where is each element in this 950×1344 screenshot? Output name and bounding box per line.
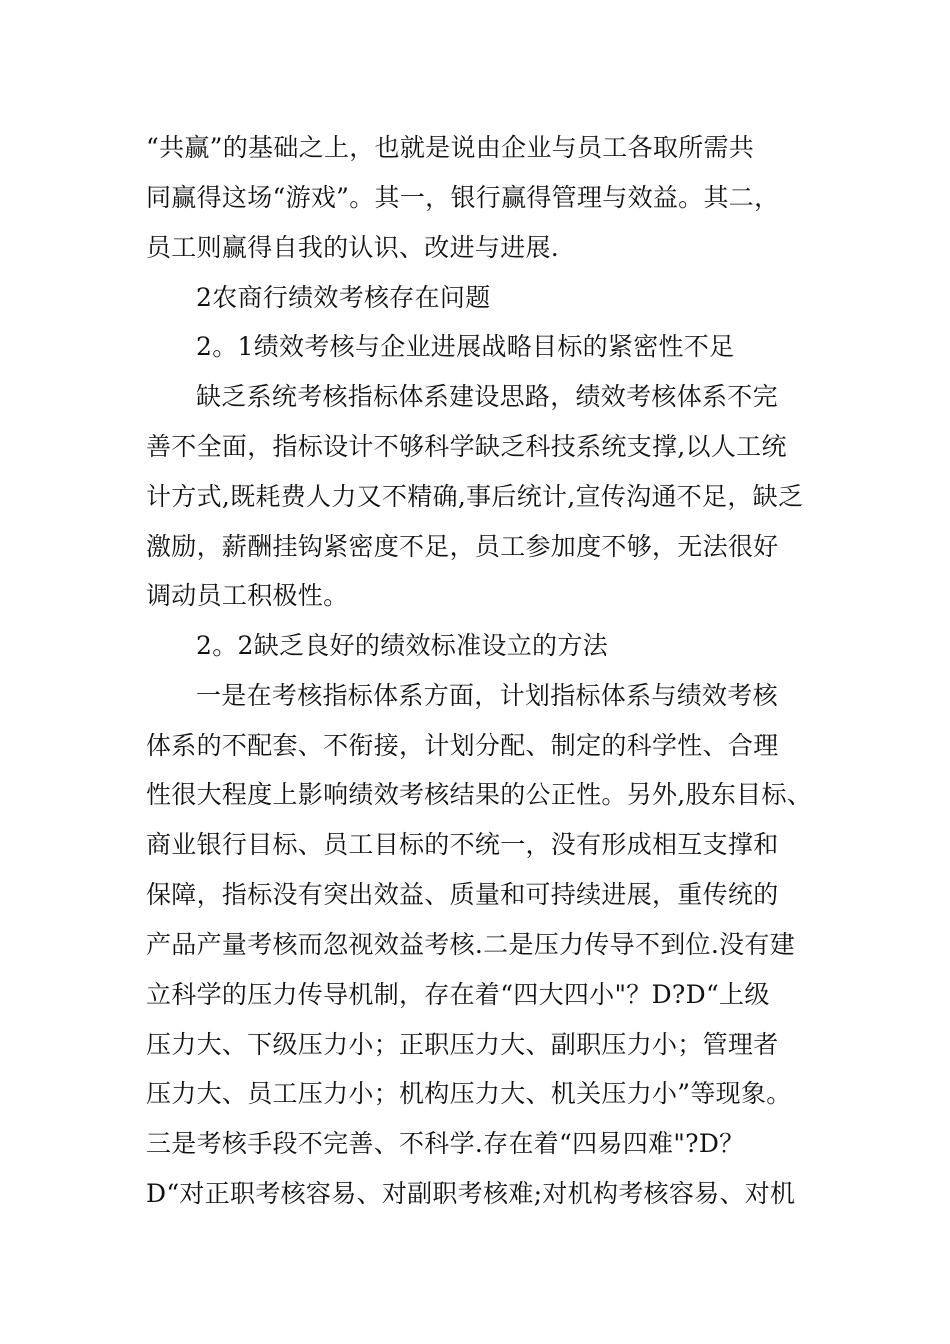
- paragraph-line: 压力大、员工压力小；机构压力大、机关压力小”等现象。: [146, 1079, 792, 1108]
- subsection-heading: 2。2缺乏良好的绩效标准设立的方法: [196, 631, 608, 660]
- paragraph-line: 计方式,既耗费人力又不精确,事后统计,宣传沟通不足，缺乏: [146, 482, 804, 511]
- section-heading: 2农商行绩效考核存在问题: [196, 283, 491, 312]
- paragraph-line: 性很大程度上影响绩效考核结果的公正性。另外,股东目标、: [146, 780, 813, 809]
- subsection-heading: 2。1绩效考核与企业进展战略目标的紧密性不足: [196, 332, 735, 361]
- paragraph-line: 缺乏系统考核指标体系建设思路，绩效考核体系不完: [196, 382, 778, 411]
- paragraph-line: 调动员工积极性。: [146, 581, 349, 610]
- paragraph-line: 压力大、下级压力小；正职压力大、副职压力小；管理者: [146, 1030, 779, 1059]
- paragraph-line: 立科学的压力传导机制，存在着“四大四小"？D?D“上级: [146, 980, 770, 1009]
- paragraph-line: 保障，指标没有突出效益、质量和可持续进展，重传统的: [146, 880, 779, 909]
- paragraph-line: 激励，薪酬挂钩紧密度不足，员工参加度不够，无法很好: [146, 532, 779, 561]
- paragraph-line: 产品产量考核而忽视效益考核.二是压力传导不到位.没有建: [146, 930, 795, 959]
- paragraph-line: 员工则赢得自我的认识、改进与进展.: [146, 233, 560, 262]
- paragraph-line: “共赢”的基础之上，也就是说由企业与员工各取所需共: [146, 133, 755, 162]
- paragraph-line: 同赢得这场“游戏”。其一，银行赢得管理与效益。其二，: [146, 183, 780, 212]
- paragraph-line: 一是在考核指标体系方面，计划指标体系与绩效考核: [196, 681, 778, 710]
- paragraph-line: 三是考核手段不完善、不科学.存在着“四易四难"?D？: [146, 1129, 745, 1158]
- paragraph-line: 善不全面，指标设计不够科学缺乏科技系统支撑,以人工统: [146, 432, 787, 461]
- paragraph-line: 商业银行目标、员工目标的不统一，没有形成相互支撑和: [146, 830, 779, 859]
- paragraph-line: D“对正职考核容易、对副职考核难;对机构考核容易、对机: [146, 1179, 796, 1208]
- paragraph-line: 体系的不配套、不衔接，计划分配、制定的科学性、合理: [146, 731, 779, 760]
